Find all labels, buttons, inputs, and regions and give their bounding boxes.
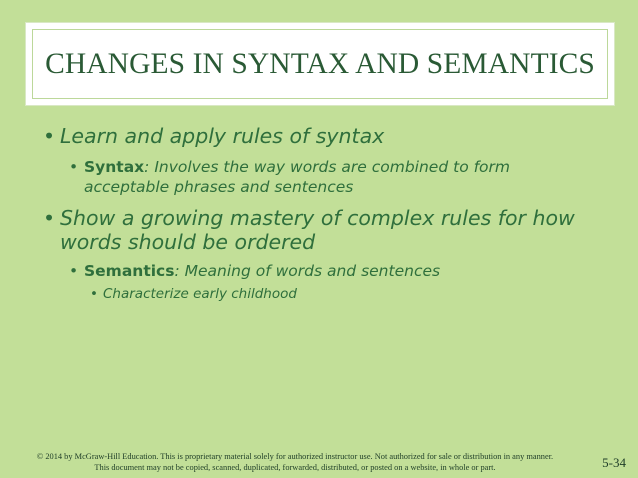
page-number: 5-34 [602, 455, 626, 470]
bullet-continuation [60, 230, 315, 254]
bullet-level2 [69, 262, 441, 280]
bullet-text: Characterize early childhood [103, 286, 297, 302]
footer-line: © 2014 by McGraw-Hill Education. This is proprietary material solely for authorized instructor use. Not authorized for sale or distribution in any manner. [36, 452, 554, 461]
bullet-dot: • [90, 286, 98, 302]
bullet-dot: • [69, 158, 79, 176]
bullet-term: Syntax [84, 158, 145, 176]
bullet-text: Learn and apply rules of syntax [60, 124, 385, 148]
slide-title: CHANGES IN SYNTAX AND SEMANTICS [45, 47, 595, 80]
bullet-text: : Involves the way words are combined to form [144, 158, 511, 176]
bullet-level1 [43, 206, 575, 230]
bullet-level3 [90, 286, 297, 303]
bullet-text: : Meaning of words and sentences [174, 262, 441, 280]
bullet-level2 [69, 158, 511, 176]
bullet-dot: • [43, 206, 56, 230]
bullet-level1 [43, 124, 385, 148]
bullet-continuation [84, 178, 353, 196]
bullet-dot: • [69, 262, 79, 280]
bullet-text: words should be ordered [60, 230, 316, 254]
bullet-term: Semantics [84, 262, 175, 280]
bullet-text: Show a growing mastery of complex rules for how [60, 206, 575, 230]
footer-line: This document may not be copied, scanned, duplicated, forwarded, distributed, or posted on a website, in whole or part. [94, 462, 496, 472]
bullet-dot: • [43, 124, 56, 148]
bullet-text: acceptable phrases and sentences [84, 178, 354, 196]
copyright-footer [0, 452, 590, 473]
